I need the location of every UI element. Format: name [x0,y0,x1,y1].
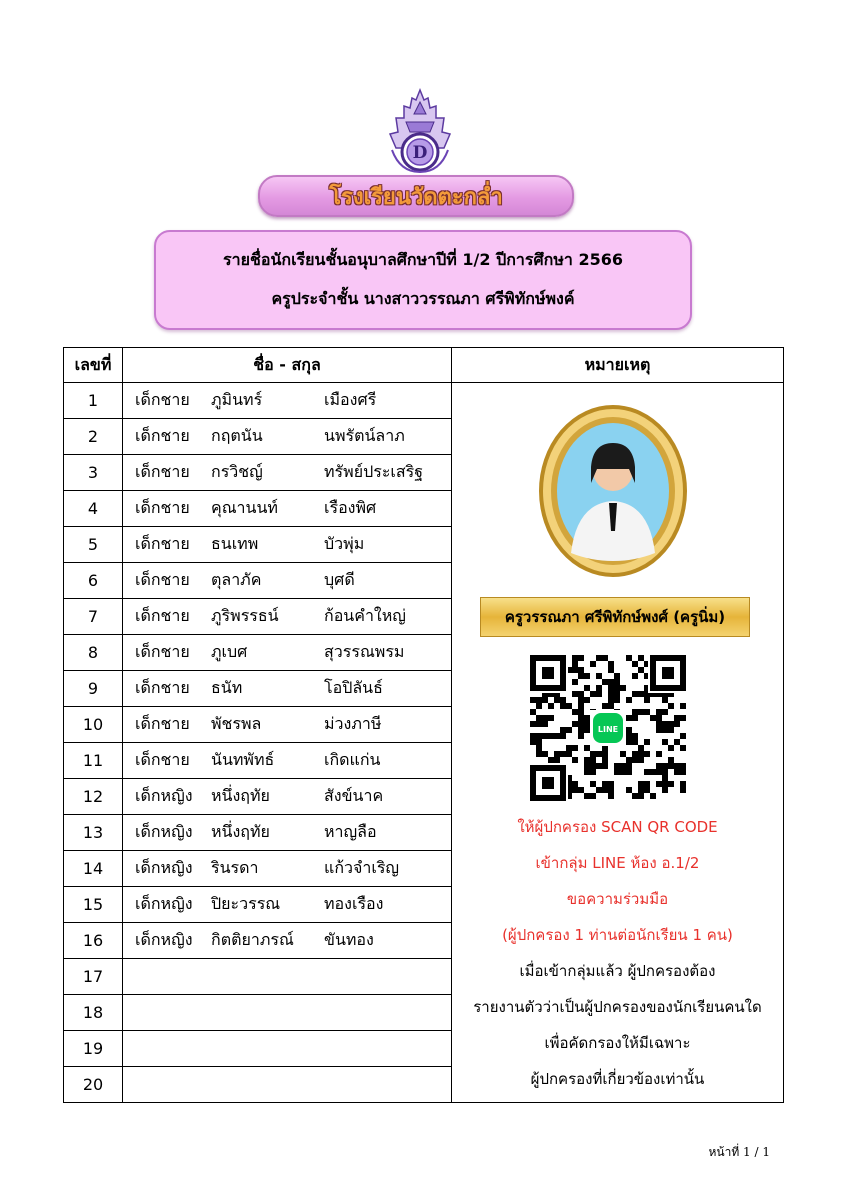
student-first: ภูริพรรธน์ [211,606,279,625]
student-prefix: เด็กชาย [135,678,190,697]
header-name: ชื่อ - สกุล [123,348,452,383]
student-name [123,856,451,881]
student-last: สุวรรณพรม [324,642,405,661]
student-name [123,784,451,809]
student-name-cell [123,527,452,563]
student-number: 11 [64,743,123,779]
student-number: 16 [64,923,123,959]
student-first: คุณานนท์ [211,498,278,517]
student-number: 4 [64,491,123,527]
student-prefix: เด็กชาย [135,642,190,661]
line-qr-code[interactable] [530,655,686,801]
student-name-cell [123,599,452,635]
student-name [123,892,451,917]
student-number: 12 [64,779,123,815]
student-last: บัวพุ่ม [324,534,365,553]
table-header-row [64,348,784,383]
remark-line: ขอความร่วมมือ [566,890,669,908]
student-number: 10 [64,707,123,743]
student-prefix: เด็กชาย [135,750,190,769]
student-name-cell [123,707,452,743]
student-name [123,676,451,701]
student-table [63,347,784,1103]
student-number: 13 [64,815,123,851]
student-number: 8 [64,635,123,671]
school-emblem-icon [386,88,454,174]
remark-line: ผู้ปกครองที่เกี่ยวข้องเท่านั้น [530,1070,705,1088]
title-teacher: ครูประจำชั้น นางสาววรรณภา ศรีพิทักษ์พงค์ [271,289,575,308]
student-prefix: เด็กหญิง [135,786,193,805]
student-name-cell [123,743,452,779]
student-name-cell [123,383,452,419]
student-last: แก้วจำเริญ [324,858,400,877]
student-name-cell [123,779,452,815]
student-name-cell [123,923,452,959]
student-prefix: เด็กชาย [135,426,190,445]
table-body [64,383,784,1103]
teacher-photo-frame [537,403,689,579]
remark-cell [452,383,784,1103]
student-name [123,388,451,413]
student-first: พัชรพล [211,714,262,733]
student-first: ธนัท [211,678,243,697]
student-number: 15 [64,887,123,923]
student-name-cell [123,491,452,527]
student-first: ตุลาภัค [211,570,262,589]
remark-line: เข้ากลุ่ม LINE ห้อง อ.1/2 [535,854,700,872]
student-prefix: เด็กชาย [135,606,190,625]
student-name-cell [123,995,452,1031]
student-name-cell [123,851,452,887]
header-number: เลขที่ [64,348,123,383]
student-name-cell [123,419,452,455]
student-prefix: เด็กหญิง [135,930,193,949]
teacher-caption: ครูวรรณภา ศรีพิทักษ์พงศ์ (ครูนิ่ม) [480,597,750,637]
student-first: หนึ่งฤทัย [211,822,270,841]
student-name-cell [123,1031,452,1067]
student-last: ก้อนคำใหญ่ [324,606,406,625]
student-prefix: เด็กชาย [135,714,190,733]
student-last: ทรัพย์ประเสริฐ [324,462,424,481]
student-prefix: เด็กชาย [135,498,190,517]
student-number: 9 [64,671,123,707]
student-number: 1 [64,383,123,419]
student-prefix: เด็กหญิง [135,894,193,913]
student-number: 2 [64,419,123,455]
student-number: 6 [64,563,123,599]
student-first: กิตติยาภรณ์ [211,930,294,949]
student-last: เมืองศรี [324,390,377,409]
student-first: ปิยะวรรณ [211,894,281,913]
student-last: เรืองพิศ [324,498,377,517]
student-last: ขันทอง [324,930,374,949]
student-first: ภูมินทร์ [211,390,263,409]
student-name-cell [123,815,452,851]
student-number: 5 [64,527,123,563]
student-name [123,820,451,845]
remark-line: เพื่อคัดกรองให้มีเฉพาะ [544,1034,691,1052]
student-last: สังข์นาค [324,786,384,805]
header-remark: หมายเหตุ [452,348,784,383]
student-name [123,640,451,665]
svg-text:D: D [412,143,428,163]
student-number: 14 [64,851,123,887]
student-name [123,604,451,629]
student-first: ธนเทพ [211,534,259,553]
student-name-cell [123,563,452,599]
student-name [123,496,451,521]
student-number: 19 [64,1031,123,1067]
student-last: ทองเรือง [324,894,384,913]
student-number: 20 [64,1067,123,1103]
remark-line: (ผู้ปกครอง 1 ท่านต่อนักเรียน 1 คน) [502,926,733,944]
student-name [123,748,451,773]
student-name [123,460,451,485]
student-name [123,712,451,737]
remark-line: เมื่อเข้ากลุ่มแล้ว ผู้ปกครองต้อง [519,962,716,980]
svg-text:LINE: LINE [597,725,619,734]
student-name-cell [123,887,452,923]
student-prefix: เด็กหญิง [135,858,193,877]
student-number: 3 [64,455,123,491]
student-last: โอปิลันธ์ [324,678,383,697]
student-prefix: เด็กชาย [135,534,190,553]
table-row [64,383,784,419]
student-number: 18 [64,995,123,1031]
student-name-cell [123,455,452,491]
school-name: โรงเรียนวัดตะกล่ำ [329,184,503,210]
student-number: 17 [64,959,123,995]
remark-line: รายงานตัวว่าเป็นผู้ปกครองของนักเรียนคนใด [473,998,762,1016]
student-first: นันทพัทธ์ [211,750,275,769]
student-name-cell [123,671,452,707]
student-name [123,424,451,449]
student-first: ภูเบศ [211,642,248,661]
title-class: รายชื่อนักเรียนชั้นอนุบาลศึกษาปีที่ 1/2 ปีการศึกษา 2566 [223,250,623,269]
student-last: นพรัตน์ลาภ [324,426,405,445]
student-name-cell [123,959,452,995]
student-name-cell [123,635,452,671]
page-number: หน้าที่ 1 / 1 [708,1145,770,1159]
student-prefix: เด็กชาย [135,462,190,481]
student-first: กรวิชญ์ [211,462,263,481]
student-prefix: เด็กหญิง [135,822,193,841]
student-number: 7 [64,599,123,635]
school-name-banner [258,175,574,217]
student-last: หาญลือ [324,822,377,841]
title-box [154,230,692,330]
student-last: ม่วงภาษี [324,714,382,733]
student-first: รินรดา [211,858,259,877]
student-prefix: เด็กชาย [135,570,190,589]
student-name [123,532,451,557]
student-last: เกิดแก่น [324,750,381,769]
student-prefix: เด็กชาย [135,390,190,409]
student-first: กฤตนัน [211,426,263,445]
student-last: บุศดี [324,570,355,589]
student-name-cell [123,1067,452,1103]
student-first: หนึ่งฤทัย [211,786,270,805]
student-name [123,568,451,593]
student-name [123,928,451,953]
remark-text [452,809,783,1097]
remark-line: ให้ผู้ปกครอง SCAN QR CODE [517,818,718,836]
